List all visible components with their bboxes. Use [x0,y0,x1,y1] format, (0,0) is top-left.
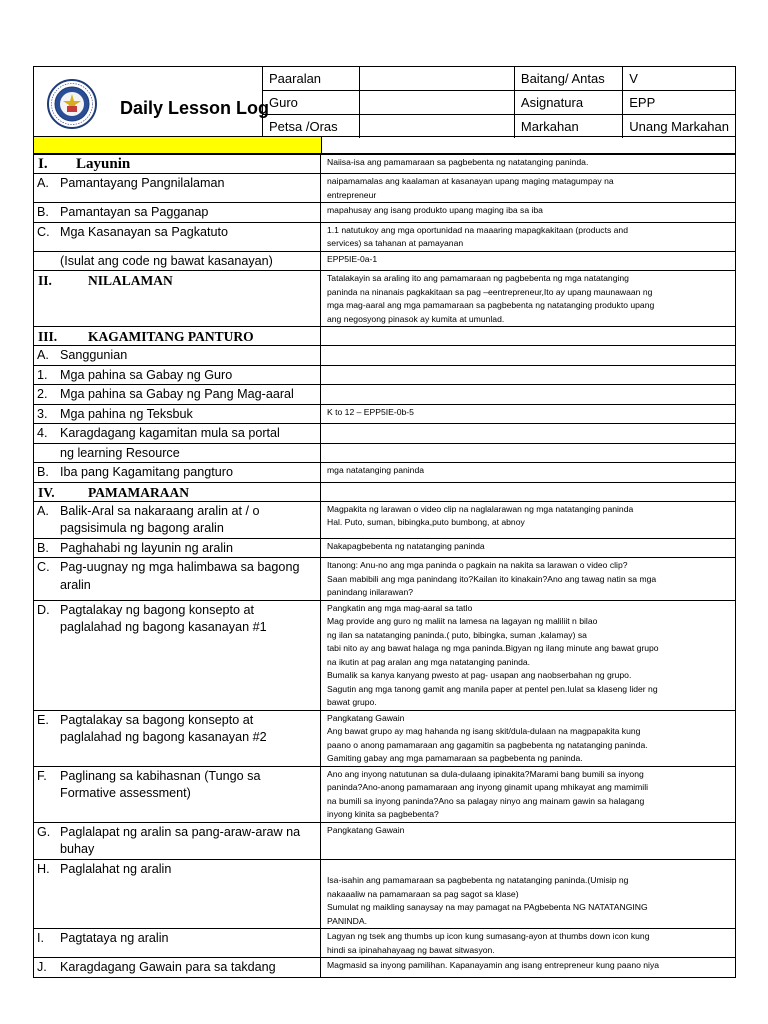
item-heading [34,601,320,637]
row-label-cell [34,404,321,424]
section-number: I. [38,156,48,172]
table-row [34,346,736,366]
document-title: Daily Lesson Log [120,98,270,118]
item-marker: B. [37,205,49,219]
row-content-cell [321,463,736,483]
item-marker: J. [37,960,47,974]
logo-cell [34,67,270,136]
section-row [34,482,736,501]
item-heading [34,174,320,193]
row-content-text [321,366,735,367]
item-marker: G. [37,824,51,839]
row-label-cell [34,482,321,501]
item-label: Mga pahina sa Gabay ng Pang Mag-aaral [60,387,294,401]
row-content-text: Magpakita ng larawan o video clip na naglalarawan ng mga natatanging paninda Hal. Puto, suman, bibingka,puto bumbong, at abnoy [327,503,634,527]
item-heading [34,929,320,948]
item-heading [34,958,320,977]
row-content-cell [321,710,736,766]
row-content-text: Nakapagbebenta ng natatanging paninda [327,540,485,551]
row-label-cell [34,155,321,174]
table-row [34,822,736,859]
row-label-cell [34,538,321,558]
row-content-cell [321,501,736,538]
section-label: PAMAMARAAN [88,484,189,500]
table-row [34,385,736,405]
item-label: Pagtalakay sa bagong konsepto at paglalahad ng bagong kasanayan #2 [60,712,267,744]
row-content-text: mga natatanging paninda [327,465,424,475]
item-marker: I. [37,931,44,945]
row-content-text: Naiisa-isa ang pamamaraan sa pagbebenta ng natatanging paninda. [327,157,589,167]
row-content-cell [321,859,736,929]
item-heading [34,860,320,879]
teacher-value [360,91,515,115]
row-content-text: Pangkatin ang mga mag-aaral sa tatlo Mag provide ang guro ng maliit na lamesa na lagayan ng maliliit n bilao ng ilan sa natatanging paninda.( puto, bibingka, suman ,kalamay) sa tabi nito ay ang bawat halaga ng mga paninda.Bigyan ng ilang minute ang bawat grupo na ikutin at pag aralan ang mga natatanging paninda. Bumalik sa kanya kanyang pwesto at pag- usapan ang naobserbahan ng grupo. Sagutin ang mga tanong gamit ang manila paper at pentel pen.Iulat sa klaseng lider ng bawat grupo. [327,602,659,707]
item-marker: 3. [37,406,48,421]
table-row [34,203,736,223]
section-heading [34,327,320,345]
row-content-text: Isa-isahin ang pamamaraan sa pagbebenta ng natatanging paninda.(Umisip ng nakaaaliw na pamamaraan sa pag sagot sa klase) Sumulat ng maikling sanaysay na may pamagat na PAgbebenta NG NATATANGING PANINDA. [327,875,648,926]
row-content-cell [321,482,736,501]
item-marker: C. [37,224,50,239]
row-label-cell [34,501,321,538]
school-value [360,67,515,91]
item-marker: B. [37,540,49,555]
item-heading [34,223,320,242]
row-content-cell [321,385,736,405]
row-content-cell [321,600,736,710]
teacher-label: Guro [263,91,360,115]
row-content-cell [321,346,736,366]
row-label-cell [34,766,321,822]
item-label: Pag-uugnay ng mga halimbawa sa bagong aralin [60,560,300,592]
item-heading [34,823,320,859]
item-heading [34,405,320,424]
row-content-cell [321,958,736,978]
table-row [34,463,736,483]
row-content-text: 1.1 natutukoy ang mga oportunidad na maaaring mapagkakitaan (products and services) sa tahanan at pamayanan [327,224,628,248]
row-label-cell [34,346,321,366]
section-row [34,327,736,346]
item-heading [34,424,320,443]
item-marker: 2. [37,387,48,401]
item-heading [34,366,320,385]
item-label: Pagtalakay ng bagong konsepto at paglalahad ng bagong kasanayan #1 [60,602,267,634]
row-label-cell [34,424,321,444]
row-label-cell [34,929,321,958]
item-heading [34,252,320,271]
row-content-cell [321,822,736,859]
item-label: Paglalahat ng aralin [60,861,172,876]
item-heading [34,502,320,538]
row-content-text [321,424,735,425]
section-number: IV. [38,484,55,500]
row-content-cell [321,929,736,958]
row-label-cell [34,327,321,346]
row-label-cell [34,251,321,271]
table-row [34,558,736,601]
row-label-cell [34,385,321,405]
section-label: KAGAMITANG PANTURO [88,329,254,344]
item-heading [34,711,320,747]
row-label-cell [34,222,321,251]
table-row [34,538,736,558]
item-label: Sanggunian [60,348,128,362]
section-number: III. [38,329,58,344]
item-label: Pamantayan sa Pagganap [60,205,209,219]
row-content-text: EPP5IE-0a-1 [327,253,378,264]
item-marker: B. [37,465,49,479]
item-heading [34,539,320,558]
row-content-cell [321,766,736,822]
row-content-text: Lagyan ng tsek ang thumbs up icon kung sumasang-ayon at thumbs down icon kung hindi sa ipinahahayaag ng bawat sitwasyon. [327,931,650,955]
section-label: Layunin [76,156,131,172]
item-label: Pamantayang Pangnilalaman [60,176,225,190]
item-label: (Isulat ang code ng bawat kasanayan) [60,253,273,268]
row-content-text [321,327,735,328]
row-label-cell [34,365,321,385]
item-label: ng learning Resource [60,445,180,460]
item-heading [34,558,320,594]
row-content-cell [321,155,736,174]
school-label: Paaralan [263,67,360,91]
section-heading [34,155,320,173]
header-block [33,66,736,137]
grade-label: Baitang/ Antas [514,67,622,91]
item-marker: A. [37,503,49,518]
subject-value: EPP [623,91,735,115]
item-marker: E. [37,712,49,727]
row-content-text: K to 12 – EPP5IE-0b-5 [327,406,414,417]
subject-label: Asignatura [514,91,622,115]
table-row [34,501,736,538]
row-content-text: mapahusay ang isang produkto upang maging iba sa iba [327,205,543,215]
table-row [34,710,736,766]
row-content-cell [321,174,736,203]
item-label: Paglinang sa kabihasnan (Tungo sa Formative assessment) [60,768,261,800]
section-number: II. [38,273,52,288]
item-heading [34,203,320,222]
row-label-cell [34,958,321,978]
row-content-cell [321,443,736,463]
item-marker: A. [37,348,49,362]
row-content-text: Magmasid sa inyong pamilihan. Kapanayamin ang isang entrepreneur kung paano niya [327,960,660,970]
item-label: Mga pahina sa Gabay ng Guro [60,367,233,382]
item-label: Mga pahina ng Teksbuk [60,406,193,421]
row-content-text [321,385,735,386]
section-row [34,155,736,174]
table-row [34,404,736,424]
row-content-cell [321,222,736,251]
row-content-cell [321,538,736,558]
section-heading [34,271,320,289]
item-label: Paghahabi ng layunin ng aralin [60,540,233,555]
row-content-text [321,346,735,347]
item-label: Karagdagang Gawain para sa takdang [60,960,276,974]
table-row [34,424,736,444]
item-marker: D. [37,602,50,617]
table-row [34,222,736,251]
row-content-cell [321,203,736,223]
row-content-text [321,483,735,484]
deped-seal-logo [47,79,97,129]
row-label-cell [34,203,321,223]
table-row [34,859,736,929]
item-heading [34,346,320,365]
table-row [34,365,736,385]
section-label: NILALAMAN [88,273,173,288]
yellow-highlight-cell [34,137,322,153]
row-content-cell [321,327,736,346]
item-label: Karagdagang kagamitan mula sa portal [60,426,280,440]
row-label-cell [34,174,321,203]
item-marker: A. [37,176,49,190]
item-label: Paglalapat ng aralin sa pang-araw-araw na buhay [60,824,301,856]
quarter-value: Unang Markahan [623,115,735,139]
item-marker: F. [37,768,47,783]
row-content-cell [321,365,736,385]
row-content-text [321,444,735,445]
section-row [34,271,736,327]
row-label-cell [34,443,321,463]
item-label: Balik-Aral sa nakaraang aralin at / o pagsisimula ng bagong aralin [60,503,260,535]
row-content-text: Tatalakayin sa araling ito ang pamamaraan ng pagbebenta ng mga natatanging paninda na ninanais pagkakitaan sa pag –eentrepreneur,Ito ay upang maunawaan ng mga mag-aaral ang mga pamamaraan sa pagbebenta ng natatanging produkto upang ang negosyong pinasok ay kumita at umunlad. [327,273,655,324]
table-row [34,443,736,463]
row-content-cell [321,251,736,271]
row-content-cell [321,424,736,444]
row-label-cell [34,822,321,859]
row-label-cell [34,859,321,929]
item-heading [34,444,320,463]
item-marker: 1. [37,367,48,382]
item-heading [34,385,320,404]
quarter-label: Markahan [514,115,622,139]
header-info-grid [262,67,735,136]
date-value [360,115,515,139]
row-content-text: Ano ang inyong natutunan sa dula-dulaang ipinakita?Marami bang bumili sa inyong paninda?Ano-anong pamamaraan ang inyong ginamit upang mhikayat ang mamimili na bumili sa inyong paninda?Ano sa palagay ninyo ang mainam gawin sa halagang inyong kinita sa pagbebenta? [327,768,649,819]
item-marker: 4. [37,426,48,440]
item-label: Iba pang Kagamitang pangturo [60,465,233,479]
highlight-row [33,137,736,154]
item-heading [34,463,320,482]
table-row [34,766,736,822]
item-label: Mga Kasanayan sa Pagkatuto [60,224,229,239]
table-row [34,600,736,710]
lesson-table [33,154,736,978]
row-content-text: naipamamalas ang kaalaman at kasanayan upang maging matagumpay na entrepreneur [327,176,614,200]
grade-value: V [623,67,735,91]
row-label-cell [34,558,321,601]
section-heading [34,483,320,501]
row-content-cell [321,558,736,601]
row-content-text: Pangkatang Gawain Ang bawat grupo ay mag hahanda ng isang skit/dula-dulaan na magpapakita kung paano o anong pamamaraan ang gagamitin sa pagbebenta ng natatanging paninda. Gamiting gabay ang mga pamamaraan sa pagbebenta ng paninda. [327,712,648,763]
item-heading [34,767,320,803]
date-label: Petsa /Oras [263,115,360,139]
table-row [34,251,736,271]
table-row [34,958,736,978]
row-content-cell [321,271,736,327]
item-marker: H. [37,861,50,876]
item-marker: C. [37,560,50,574]
row-content-cell [321,404,736,424]
row-label-cell [34,463,321,483]
table-row [34,174,736,203]
row-label-cell [34,271,321,327]
row-label-cell [34,710,321,766]
item-label: Pagtataya ng aralin [60,931,169,945]
row-content-text: Pangkatang Gawain [327,824,405,835]
row-content-text: Itanong: Anu-no ang mga paninda o pagkain na nakita sa larawan o video clip? Saan mabibili ang mga panindang ito?Kailan ito kinakain?Ano ang tawag natin sa mga panindang inilarawan? [327,560,657,597]
row-label-cell [34,600,321,710]
table-row [34,929,736,958]
